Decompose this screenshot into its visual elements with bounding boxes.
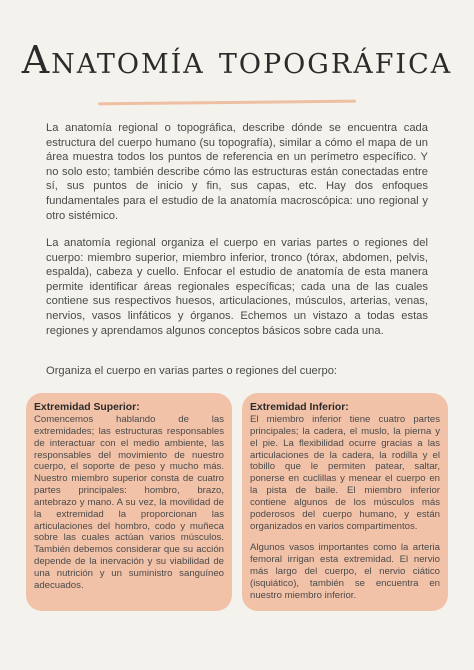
lower-limb-text: El miembro inferior tiene cuatro partes principales; la cadera, el muslo, la pierna y el pie. La flexibilidad ocurre gracias a las articulaciones de la cadera, la rodilla y el tobillo que le permiten patear, saltar, ponerse en cuclillas y menear el cuerpo en la pista de baile. El miembro inferior contiene algunos de los músculos más poderosos del cuerpo humano, y están organizados en varios compartimentos. <box>250 414 440 532</box>
lower-limb-text-2: Algunos vasos importantes como la arteria femoral irrigan esta extremidad. El nervio más largo del cuerpo, el nervio ciático (isquiático), también se encuentra en nuestro miembro inferior. <box>250 542 440 601</box>
lower-limb-card <box>242 393 448 611</box>
upper-limb-title: Extremidad Superior: <box>34 402 140 413</box>
upper-limb-card <box>26 393 232 611</box>
upper-limb-text: Comencemos hablando de las extremidades; las estructuras responsables de interactuar con el medio ambiente, las responsables del movimiento de nuestro cuerpo, el soporte de peso y mucho más. Nuestro miembro superior consta de cuatro partes principales: hombro, brazo, antebrazo y mano. A su vez, la movilidad de la extremidad la proporcionan las articulaciones del hombro, codo y muñeca sobre las cuales actúan varios músculos. También debemos considerar que su acción depende de la inervación y su viabilidad de una nutrición y un suministro sanguíneo adecuados. <box>34 414 224 591</box>
title-underline <box>98 100 356 106</box>
intro-paragraph: La anatomía regional o topográfica, describe dónde se encuentra cada estructura del cuerpo humano (su topografía), similar a cómo el mapa de un área muestra todos los puntos de referencia en un perímetro específico. Y no solo esto; también describe cómo las estructuras están conectadas entre sí, sus puntos de inicio y fin, sus capas, etc. Hay dos enfoques fundamentales para el estudio de la anatomía macroscópica: uno regional y otro sistémico. <box>46 122 428 222</box>
lower-limb-title: Extremidad Inferior: <box>250 402 349 413</box>
regional-paragraph: La anatomía regional organiza el cuerpo en varias partes o regiones del cuerpo: miembro superior, miembro inferior, tronco (tórax, abdomen, pelvis, espalda), cabeza y cuello. Enfocar el estudio de anatomía de esta manera permite identificar áreas regionales específicas; cada una de las cuales contiene sus respectivos huesos, articulaciones, músculos, arterias, venas, nervios, vasos linfáticos y órganos. Echemos un vistazo a todas estas regiones y aprendamos algunos conceptos básicos sobre cada una. <box>46 237 428 337</box>
page-title: Anatomía topográfica <box>21 38 453 82</box>
regions-lead-paragraph: Organiza el cuerpo en varias partes o regiones del cuerpo: <box>46 365 338 377</box>
